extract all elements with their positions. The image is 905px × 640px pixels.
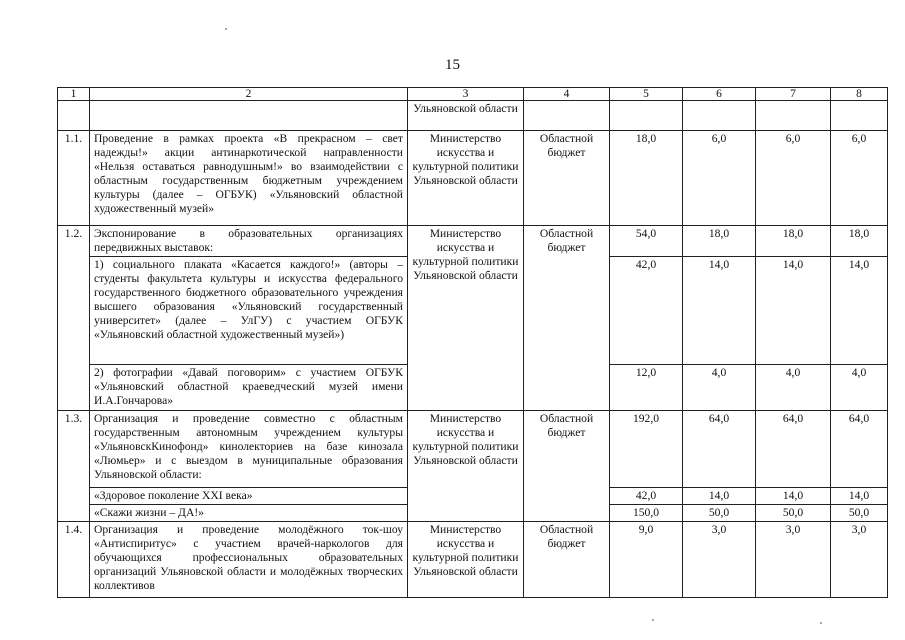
column-header: 8 <box>831 88 888 101</box>
scan-speck <box>820 622 822 624</box>
value-col-6: 6,0 <box>683 131 756 226</box>
value-col-7: 64,0 <box>756 411 831 488</box>
value-col-8: 4,0 <box>831 365 888 411</box>
column-header: 2 <box>90 88 408 101</box>
value-col-5: 42,0 <box>610 488 683 505</box>
activity-subitem: 1) социального плаката «Касается каждого!» (авторы – студенты факультета культуры и искусства федерального государственного бюджетного образовательного учреждения высшего образования «Ульяновский государственный университет» (далее – УлГУ) с участием ОГБУК «Ульяновский областной художественный музей») <box>90 257 408 365</box>
value-col-6: 18,0 <box>683 226 756 257</box>
value-col-5: 18,0 <box>610 131 683 226</box>
activity-description: Организация и проведение совместно с областным государственным автономным учреждением культуры «УльяновскКинофонд» кинолекториев на базе кинозала «Люмьер» и с выездом в муниципальные образования Ульяновской области: <box>90 411 408 488</box>
funding-source: Областной бюджет <box>524 411 610 522</box>
column-header: 3 <box>408 88 524 101</box>
value-col-8: 14,0 <box>831 488 888 505</box>
scan-speck <box>225 28 227 30</box>
item-number: 1.1. <box>58 131 90 226</box>
table-cell <box>610 101 683 131</box>
column-header: 5 <box>610 88 683 101</box>
value-col-6: 64,0 <box>683 411 756 488</box>
column-header: 1 <box>58 88 90 101</box>
value-col-5: 54,0 <box>610 226 683 257</box>
responsible-cell: Министерство искусства и культурной политики Ульяновской области <box>408 411 524 522</box>
continuation-row <box>58 101 888 131</box>
column-header-row <box>58 88 888 101</box>
activity-description: Проведение в рамках проекта «В прекрасном – свет надежды!» акции антинаркотической направленности «Нельзя оставаться равнодушным!» во взаимодействии с областным государственным бюджетным учреждением культуры (далее – ОГБУК) «Ульяновский областной художественный музей» <box>90 131 408 226</box>
value-col-8: 18,0 <box>831 226 888 257</box>
funding-source: Областной бюджет <box>524 226 610 411</box>
funding-source: Областной бюджет <box>524 131 610 226</box>
column-header: 4 <box>524 88 610 101</box>
activity-subitem: «Скажи жизни – ДА!» <box>90 505 408 522</box>
value-col-8: 3,0 <box>831 522 888 598</box>
item-number: 1.2. <box>58 226 90 411</box>
responsible-cell: Министерство искусства и культурной политики Ульяновской области <box>408 226 524 411</box>
table-row <box>58 411 888 488</box>
value-col-6: 14,0 <box>683 488 756 505</box>
table-cell <box>90 101 408 131</box>
funding-source: Областной бюджет <box>524 522 610 598</box>
value-col-8: 50,0 <box>831 505 888 522</box>
activity-subitem: 2) фотографии «Давай поговорим» с участием ОГБУК «Ульяновский областной краеведческий музей имени И.А.Гончарова» <box>90 365 408 411</box>
value-col-8: 6,0 <box>831 131 888 226</box>
table-row <box>58 131 888 226</box>
table-cell <box>831 101 888 131</box>
column-header: 7 <box>756 88 831 101</box>
item-number: 1.4. <box>58 522 90 598</box>
value-col-7: 50,0 <box>756 505 831 522</box>
responsible-cell: Министерство искусства и культурной политики Ульяновской области <box>408 522 524 598</box>
value-col-7: 3,0 <box>756 522 831 598</box>
activity-subitem: «Здоровое поколение XXI века» <box>90 488 408 505</box>
item-number: 1.3. <box>58 411 90 522</box>
value-col-8: 14,0 <box>831 257 888 365</box>
value-col-6: 3,0 <box>683 522 756 598</box>
responsible-cell: Министерство искусства и культурной политики Ульяновской области <box>408 131 524 226</box>
table-cell <box>524 101 610 131</box>
value-col-5: 192,0 <box>610 411 683 488</box>
table-row <box>58 522 888 598</box>
value-col-7: 4,0 <box>756 365 831 411</box>
table-cell <box>683 101 756 131</box>
value-col-5: 42,0 <box>610 257 683 365</box>
value-col-7: 18,0 <box>756 226 831 257</box>
plan-table <box>57 87 888 598</box>
value-col-8: 64,0 <box>831 411 888 488</box>
activity-description: Экспонирование в образовательных организациях передвижных выставок: <box>90 226 408 257</box>
value-col-6: 4,0 <box>683 365 756 411</box>
value-col-5: 150,0 <box>610 505 683 522</box>
value-col-5: 12,0 <box>610 365 683 411</box>
responsible-cell: Ульяновской области <box>408 101 524 131</box>
column-header: 6 <box>683 88 756 101</box>
value-col-7: 6,0 <box>756 131 831 226</box>
value-col-7: 14,0 <box>756 257 831 365</box>
value-col-5: 9,0 <box>610 522 683 598</box>
value-col-6: 14,0 <box>683 257 756 365</box>
page-number: 15 <box>445 57 460 73</box>
table-cell <box>58 101 90 131</box>
value-col-6: 50,0 <box>683 505 756 522</box>
value-col-7: 14,0 <box>756 488 831 505</box>
activity-description: Организация и проведение молодёжного ток-шоу «Антиспиритус» с участием врачей-наркологов для обучающихся профессиональных образовательных организаций Ульяновской области и молодёжных творческих коллективов <box>90 522 408 598</box>
scan-speck <box>652 619 654 621</box>
table-row <box>58 226 888 257</box>
table-cell <box>756 101 831 131</box>
